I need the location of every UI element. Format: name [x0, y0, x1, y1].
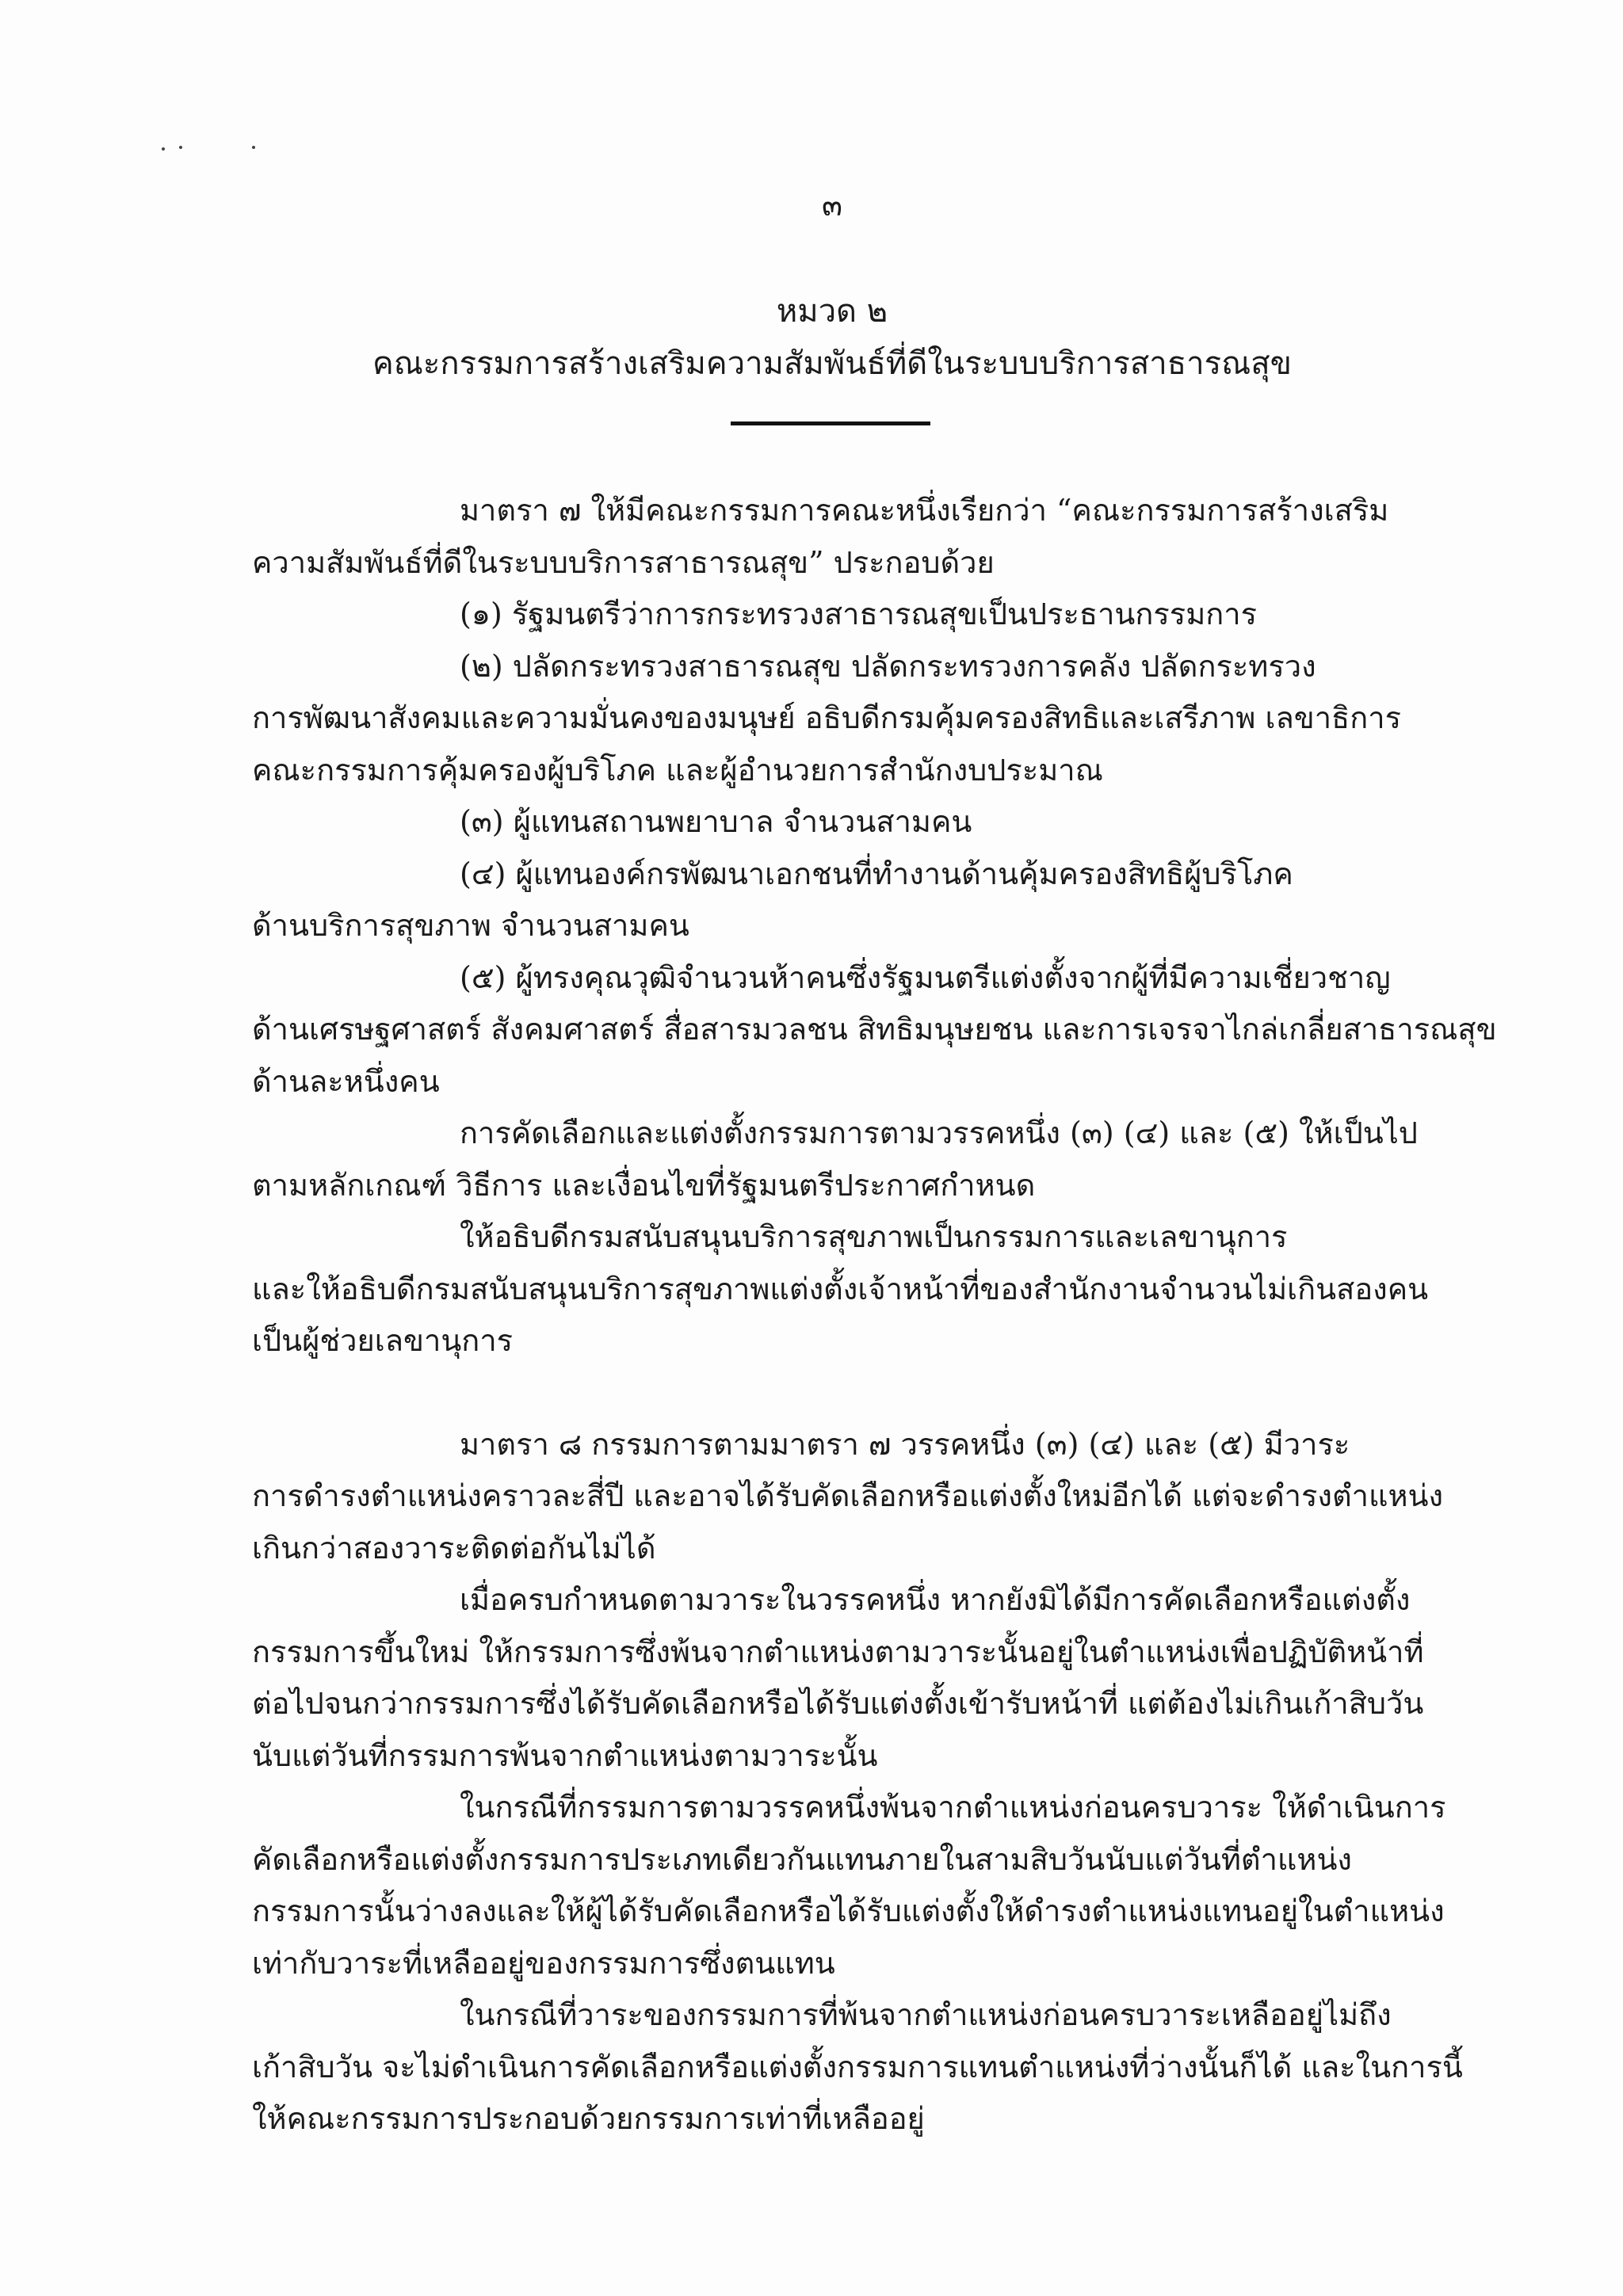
text-line: การคัดเลือกและแต่งตั้งกรรมการตามวรรคหนึ่ง (๓) (๔) และ (๕) ให้เป็นไป	[460, 1116, 1418, 1150]
document-body	[252, 485, 1497, 2145]
text-line: ในกรณีที่กรรมการตามวรรคหนึ่งพ้นจากตำแหน่งก่อนครบวาระ ให้ดำเนินการ	[460, 1790, 1446, 1825]
text-line: นับแต่วันที่กรรมการพ้นจากตำแหน่งตามวาระนั้น	[252, 1737, 878, 1773]
text-line: เมื่อครบกำหนดตามวาระในวรรคหนึ่ง หากยังมิได้มีการคัดเลือกหรือแต่งตั้ง	[460, 1582, 1411, 1617]
text-line: กรรมการขึ้นใหม่ ให้กรรมการซึ่งพ้นจากตำแหน่งตามวาระนั้นอยู่ในตำแหน่งเพื่อปฏิบัติหน้าที่	[252, 1634, 1424, 1669]
text-line: (๑) รัฐมนตรีว่าการกระทรวงสาธารณสุขเป็นประธานกรรมการ	[460, 597, 1258, 631]
text-line: เก้าสิบวัน จะไม่ดำเนินการคัดเลือกหรือแต่งตั้งกรรมการแทนตำแหน่งที่ว่างนั้นก็ได้ และในการนี้	[252, 2049, 1463, 2084]
text-line: คัดเลือกหรือแต่งตั้งกรรมการประเภทเดียวกันแทนภายในสามสิบวันนับแต่วันที่ตำแหน่ง	[252, 1841, 1352, 1877]
text-line: (๒) ปลัดกระทรวงสาธารณสุข ปลัดกระทรวงการคลัง ปลัดกระทรวง	[460, 648, 1316, 684]
text-line: และให้อธิบดีกรมสนับสนุนบริการสุขภาพแต่งตั้งเจ้าหน้าที่ของสำนักงานจำนวนไม่เกินสองคน	[252, 1271, 1429, 1306]
text-line: ด้านละหนึ่งคน	[252, 1063, 440, 1099]
text-line: การดำรงตำแหน่งคราวละสี่ปี และอาจได้รับคัดเลือกหรือแต่งตั้งใหม่อีกได้ แต่จะดำรงตำแหน่ง	[252, 1478, 1444, 1513]
text-line: กรรมการนั้นว่างลงและให้ผู้ได้รับคัดเลือกหรือได้รับแต่งตั้งให้ดำรงตำแหน่งแทนอยู่ในตำแหน่ง	[252, 1894, 1445, 1928]
text-line: มาตรา ๗ ให้มีคณะกรรมการคณะหนึ่งเรียกว่า “คณะกรรมการสร้างเสริม	[460, 493, 1389, 528]
section-gap	[252, 1367, 1409, 1419]
text-line: คณะกรรมการคุ้มครองผู้บริโภค และผู้อำนวยการสำนักงบประมาณ	[252, 752, 1103, 788]
text-line: การพัฒนาสังคมและความมั่นคงของมนุษย์ อธิบดีกรมคุ้มครองสิทธิและเสรีภาพ เลขาธิการ	[252, 700, 1401, 735]
page-number: ๓	[822, 188, 842, 223]
text-line: เป็นผู้ช่วยเลขานุการ	[252, 1323, 514, 1358]
chapter-header	[0, 285, 1623, 390]
text-line: ในกรณีที่วาระของกรรมการที่พ้นจากตำแหน่งก่อนครบวาระเหลืออยู่ไม่ถึง	[460, 1997, 1392, 2032]
chapter-heading: หมวด ๒	[776, 293, 888, 330]
text-line: (๔) ผู้แทนองค์กรพัฒนาเอกชนที่ทำงานด้านคุ้มครองสิทธิผู้บริโภค	[460, 856, 1293, 891]
section-8	[252, 1419, 1463, 2145]
scan-speck	[162, 147, 165, 151]
chapter-title: คณะกรรมการสร้างเสริมความสัมพันธ์ที่ดีในระบบบริการสาธารณสุข	[372, 345, 1292, 382]
text-line: มาตรา ๘ กรรมการตามมาตรา ๗ วรรคหนึ่ง (๓) (๔) และ (๕) มีวาระ	[460, 1426, 1350, 1462]
scan-speck	[252, 146, 255, 149]
text-line: (๕) ผู้ทรงคุณวุฒิจำนวนห้าคนซึ่งรัฐมนตรีแต่งตั้งจากผู้ที่มีความเชี่ยวชาญ	[460, 959, 1391, 995]
scan-speck	[179, 146, 182, 149]
heading-divider	[731, 421, 930, 425]
text-line: เกินกว่าสองวาระติดต่อกันไม่ได้	[252, 1530, 656, 1566]
text-line: ด้านเศรษฐศาสตร์ สังคมศาสตร์ สื่อสารมวลชน สิทธิมนุษยชน และการเจรจาไกล่เกลี่ยสาธารณสุข	[252, 1012, 1497, 1047]
text-line: ต่อไปจนกว่ากรรมการซึ่งได้รับคัดเลือกหรือได้รับแต่งตั้งเข้ารับหน้าที่ แต่ต้องไม่เกินเก้าสิบวัน	[252, 1686, 1424, 1721]
text-line: ให้คณะกรรมการประกอบด้วยกรรมการเท่าที่เหลืออยู่	[252, 2101, 925, 2136]
text-line: ให้อธิบดีกรมสนับสนุนบริการสุขภาพเป็นกรรมการและเลขานุการ	[460, 1219, 1288, 1254]
text-line: ความสัมพันธ์ที่ดีในระบบบริการสาธารณสุข” ประกอบด้วย	[252, 544, 995, 580]
text-line: เท่ากับวาระที่เหลืออยู่ของกรรมการซึ่งตนแทน	[252, 1945, 835, 1981]
section-7	[252, 485, 1497, 1367]
text-line: ด้านบริการสุขภาพ จำนวนสามคน	[252, 908, 689, 943]
text-line: (๓) ผู้แทนสถานพยาบาล จำนวนสามคน	[460, 804, 972, 839]
text-line: ตามหลักเกณฑ์ วิธีการ และเงื่อนไขที่รัฐมนตรีประกาศกำหนด	[252, 1167, 1036, 1203]
